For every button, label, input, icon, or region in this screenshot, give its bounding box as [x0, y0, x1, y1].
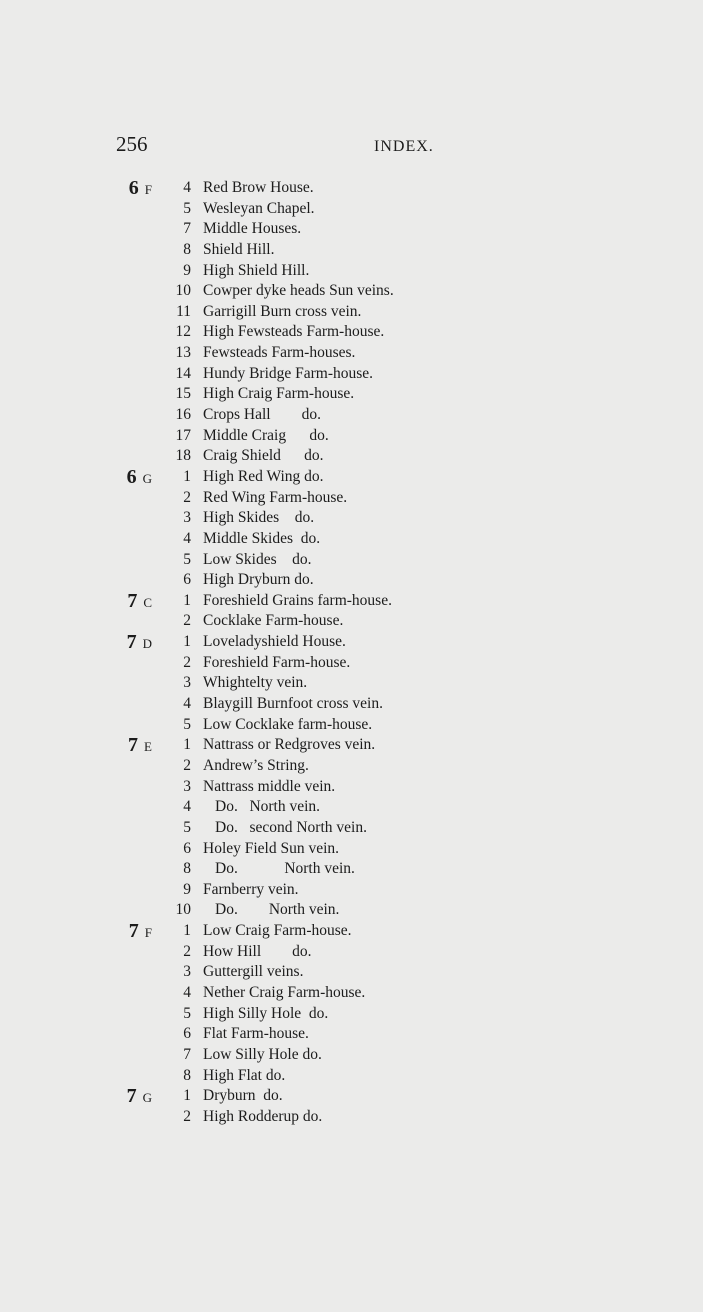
index-entry — [0, 839, 703, 860]
index-entry — [0, 302, 703, 323]
entry-description: Low Cocklake farm-house. — [203, 715, 373, 733]
index-entry — [0, 653, 703, 674]
block-reference — [108, 735, 152, 757]
index-entry — [0, 777, 703, 798]
entry-description: High Rodderup do. — [203, 1107, 323, 1125]
index-entry — [0, 281, 703, 302]
index-entry — [0, 1024, 703, 1045]
entry-description: High Dryburn do. — [203, 571, 314, 589]
index-entry — [0, 797, 703, 818]
block-number: 7 — [128, 920, 139, 943]
entry-number: 8 — [183, 1066, 191, 1084]
block-reference — [108, 880, 152, 902]
entry-number: 3 — [183, 509, 191, 527]
block-reference — [108, 673, 152, 695]
block-reference — [108, 632, 152, 654]
entry-number: 12 — [175, 323, 191, 341]
entry-number: 7 — [183, 220, 191, 238]
block-reference — [108, 983, 152, 1005]
block-reference — [108, 550, 152, 572]
entry-number: 7 — [183, 1045, 191, 1063]
entry-description: Middle Craig do. — [203, 426, 329, 444]
index-entry — [0, 983, 703, 1004]
entry-description: Flat Farm-house. — [203, 1025, 309, 1043]
block-reference — [108, 240, 152, 262]
block-letter: F — [144, 925, 152, 941]
index-entry — [0, 1004, 703, 1025]
entry-description: Hundy Bridge Farm-house. — [203, 364, 374, 382]
block-letter: E — [144, 739, 152, 755]
entry-number: 18 — [175, 447, 191, 465]
entry-description: Blaygill Burnfoot cross vein. — [203, 695, 383, 713]
entry-number: 13 — [175, 344, 191, 362]
entry-description: High Fewsteads Farm-house. — [203, 323, 385, 341]
entry-number: 6 — [183, 571, 191, 589]
entry-number: 9 — [183, 261, 191, 279]
block-reference — [108, 508, 152, 530]
index-entry — [0, 178, 703, 199]
entry-description: Cowper dyke heads Sun veins. — [203, 282, 394, 300]
entry-description: Foreshield Farm-house. — [203, 653, 351, 671]
index-entry — [0, 962, 703, 983]
block-reference — [108, 364, 152, 386]
entry-description: High Red Wing do. — [203, 467, 324, 485]
block-letter: F — [144, 182, 152, 197]
entry-number: 3 — [183, 777, 191, 795]
entry-number: 5 — [183, 1004, 191, 1022]
index-entry — [0, 880, 703, 901]
entry-description: Middle Skides do. — [203, 529, 321, 547]
block-reference — [108, 1107, 152, 1129]
entry-description: Farnberry vein. — [203, 880, 299, 898]
entry-number: 8 — [183, 240, 191, 258]
index-entry — [0, 550, 703, 571]
block-reference — [108, 178, 152, 200]
index-entry — [0, 322, 703, 343]
block-reference — [108, 653, 152, 675]
index-entry — [0, 1066, 703, 1087]
entry-description: Do. North vein. — [215, 798, 321, 816]
block-reference — [108, 302, 152, 324]
block-number: 6 — [126, 465, 137, 488]
index-entry — [0, 1107, 703, 1128]
block-reference — [108, 1024, 152, 1046]
entry-number: 15 — [175, 385, 191, 403]
index-entry — [0, 467, 703, 488]
index-entry — [0, 942, 703, 963]
block-number: 6 — [128, 177, 139, 199]
entry-description: Nether Craig Farm-house. — [203, 983, 366, 1001]
entry-description: Loveladyshield House. — [203, 633, 346, 651]
index-entry — [0, 859, 703, 880]
entry-description: Holey Field Sun vein. — [203, 839, 340, 857]
index-entry — [0, 570, 703, 591]
index-entry — [0, 1086, 703, 1107]
entry-number: 5 — [183, 715, 191, 733]
block-reference — [108, 777, 152, 799]
entry-description: Nattrass middle vein. — [203, 777, 336, 795]
entry-description: Red Wing Farm-house. — [203, 488, 348, 506]
index-entry — [0, 921, 703, 942]
block-reference — [108, 529, 152, 551]
page-number: 256 — [116, 132, 148, 156]
entry-description: High Flat do. — [203, 1066, 286, 1084]
entry-description: Red Brow House. — [203, 179, 314, 196]
entry-number: 14 — [175, 364, 191, 382]
block-reference — [108, 942, 152, 964]
entry-description: Crops Hall do. — [203, 406, 321, 424]
block-reference — [108, 384, 152, 406]
entry-number: 10 — [175, 282, 191, 300]
entry-number: 5 — [183, 199, 191, 217]
index-entry — [0, 405, 703, 426]
entry-number: 2 — [183, 612, 191, 630]
entry-description: Whightelty vein. — [203, 674, 308, 692]
block-reference — [108, 839, 152, 861]
entry-number: 3 — [183, 963, 191, 981]
entry-description: High Silly Hole do. — [203, 1004, 329, 1022]
entry-number: 1 — [183, 633, 191, 651]
entry-number: 11 — [176, 302, 191, 320]
index-entry — [0, 735, 703, 756]
entry-number: 10 — [175, 901, 191, 919]
block-letter: C — [143, 594, 152, 610]
entry-number: 1 — [183, 591, 191, 609]
entry-number: 9 — [183, 880, 191, 898]
block-reference — [108, 818, 152, 840]
block-reference — [108, 219, 152, 241]
entry-number: 4 — [183, 179, 191, 196]
block-letter: G — [142, 1090, 152, 1106]
entry-number: 2 — [183, 1107, 191, 1125]
entry-number: 6 — [183, 839, 191, 857]
index-entry — [0, 261, 703, 282]
block-reference — [108, 467, 152, 489]
index-entry — [0, 818, 703, 839]
index-entry — [0, 384, 703, 405]
index-entry — [0, 529, 703, 550]
entry-number: 1 — [183, 922, 191, 940]
entry-description: Nattrass or Redgroves vein. — [203, 736, 376, 754]
block-reference — [108, 921, 152, 943]
block-number: 7 — [126, 1085, 137, 1108]
entry-description: Do. North vein. — [215, 901, 340, 919]
index-entry — [0, 508, 703, 529]
entry-description: Cocklake Farm-house. — [203, 612, 344, 630]
entry-number: 2 — [183, 942, 191, 960]
block-letter: D — [142, 636, 152, 652]
index-entry — [0, 219, 703, 240]
entry-number: 3 — [183, 674, 191, 692]
entry-description: Shield Hill. — [203, 240, 275, 258]
index-entry — [0, 715, 703, 736]
index-entries — [0, 178, 703, 1127]
block-reference — [108, 281, 152, 303]
block-reference — [108, 1086, 152, 1108]
entry-description: High Craig Farm-house. — [203, 385, 355, 403]
index-entry — [0, 446, 703, 467]
block-reference — [108, 199, 152, 221]
block-reference — [108, 426, 152, 448]
block-reference — [108, 694, 152, 716]
entry-description: Garrigill Burn cross vein. — [203, 302, 362, 320]
entry-description: Craig Shield do. — [203, 447, 324, 465]
entry-description: High Skides do. — [203, 509, 315, 527]
entry-number: 4 — [183, 798, 191, 816]
entry-description: Do. North vein. — [215, 860, 355, 878]
block-reference — [108, 756, 152, 778]
entry-number: 5 — [183, 550, 191, 568]
block-reference — [108, 591, 152, 613]
entry-number: 4 — [183, 529, 191, 547]
entry-description: Foreshield Grains farm-house. — [203, 591, 392, 609]
entry-number: 1 — [183, 467, 191, 485]
entry-description: Do. second North vein. — [215, 818, 367, 836]
index-entry — [0, 900, 703, 921]
entry-description: Guttergill veins. — [203, 963, 304, 981]
block-number: 7 — [126, 631, 137, 654]
index-entry — [0, 591, 703, 612]
index-entry — [0, 632, 703, 653]
entry-number: 2 — [183, 756, 191, 774]
index-entry — [0, 488, 703, 509]
entry-number: 1 — [183, 736, 191, 754]
block-reference — [108, 1045, 152, 1067]
index-entry — [0, 673, 703, 694]
entry-description: Andrew’s String. — [203, 756, 309, 774]
entry-number: 16 — [175, 406, 191, 424]
block-number: 7 — [128, 734, 139, 757]
index-entry — [0, 611, 703, 632]
entry-description: High Shield Hill. — [203, 261, 310, 279]
block-reference — [108, 322, 152, 344]
entry-description: Low Craig Farm-house. — [203, 922, 352, 940]
entry-number: 17 — [175, 426, 191, 444]
entry-number: 8 — [183, 860, 191, 878]
entry-description: Low Skides do. — [203, 550, 312, 568]
index-entry — [0, 240, 703, 261]
block-letter: G — [142, 470, 152, 486]
entry-description: Dryburn do. — [203, 1087, 283, 1105]
entry-description: How Hill do. — [203, 942, 312, 960]
block-reference — [108, 343, 152, 365]
entry-number: 4 — [183, 983, 191, 1001]
block-reference — [108, 1004, 152, 1026]
entry-description: Fewsteads Farm-houses. — [203, 344, 356, 362]
block-number: 7 — [127, 589, 138, 612]
entry-number: 2 — [183, 488, 191, 506]
entry-number: 2 — [183, 653, 191, 671]
index-entry — [0, 364, 703, 385]
block-reference — [108, 797, 152, 819]
block-reference — [108, 962, 152, 984]
running-title: INDEX. — [374, 138, 434, 155]
entry-number: 5 — [183, 818, 191, 836]
entry-description: Low Silly Hole do. — [203, 1045, 322, 1063]
index-entry — [0, 199, 703, 220]
index-entry — [0, 694, 703, 715]
entry-number: 6 — [183, 1025, 191, 1043]
index-entry — [0, 756, 703, 777]
entry-description: Wesleyan Chapel. — [203, 199, 315, 217]
index-entry — [0, 426, 703, 447]
entry-number: 1 — [183, 1087, 191, 1105]
index-entry — [0, 343, 703, 364]
block-reference — [108, 261, 152, 283]
entry-description: Middle Houses. — [203, 220, 302, 238]
block-reference — [108, 405, 152, 427]
block-reference — [108, 859, 152, 881]
index-entry — [0, 1045, 703, 1066]
block-reference — [108, 488, 152, 510]
entry-number: 4 — [183, 695, 191, 713]
